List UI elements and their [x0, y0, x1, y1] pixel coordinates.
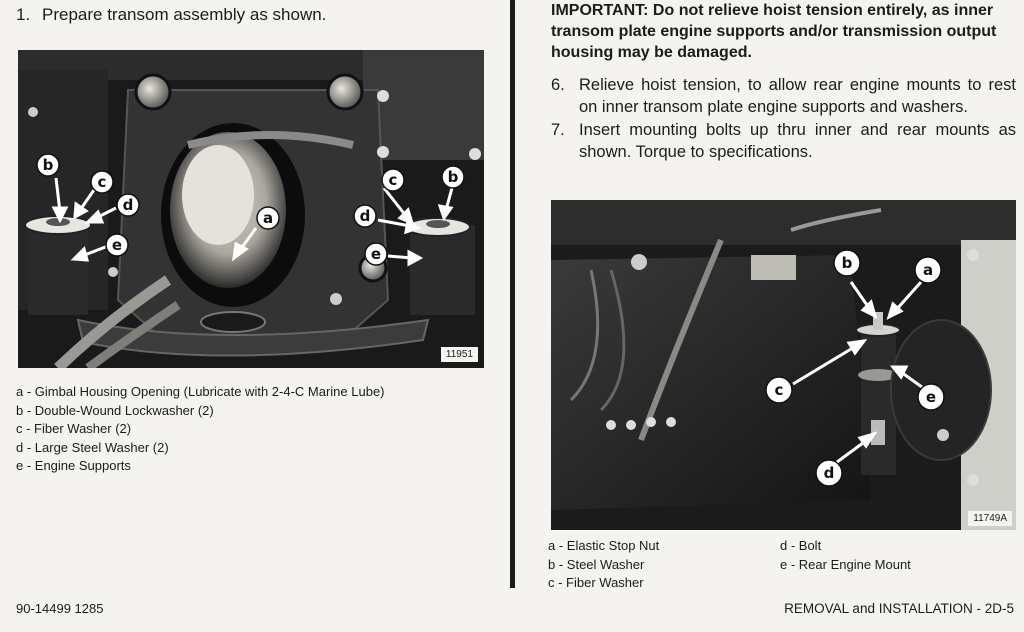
- callout-c: c: [97, 173, 107, 191]
- right-figure-legend-col2: [780, 537, 911, 574]
- callout-a: a: [922, 261, 934, 279]
- legend-item: a - Elastic Stop Nut: [548, 538, 660, 553]
- rear-mount-illustration: [551, 200, 1016, 530]
- callout-c-right: c: [388, 171, 398, 189]
- callout-d: d: [122, 196, 134, 214]
- figure-number: 11951: [441, 347, 478, 362]
- legend-item: b - Steel Washer: [548, 556, 645, 572]
- step-6: [551, 75, 1016, 118]
- step-number: 6.: [551, 76, 565, 94]
- callout-c: c: [774, 381, 784, 399]
- legend-item: c - Fiber Washer (2): [16, 421, 132, 436]
- step-1: [16, 5, 326, 25]
- callout-d-right: d: [359, 207, 371, 225]
- callout-d: d: [823, 464, 835, 482]
- legend-item: c - Fiber Washer: [548, 575, 644, 590]
- figure-number: 11749A: [968, 511, 1012, 526]
- transom-assembly-illustration: [18, 50, 484, 368]
- legend-item: d - Bolt: [780, 538, 822, 553]
- step-text: Relieve hoist tension, to allow rear engine mounts to rest on inner transom plate engine supports and washers.: [579, 76, 1016, 116]
- step-number: 1.: [16, 5, 31, 24]
- legend-item: d - Large Steel Washer (2): [16, 439, 169, 455]
- callout-e-right: e: [370, 245, 382, 263]
- legend-item: e - Engine Supports: [16, 458, 131, 473]
- step-7: [551, 120, 1016, 163]
- left-figure-legend: [16, 383, 385, 476]
- document-number: 90-14499 1285: [16, 601, 104, 616]
- callout-b-right: b: [447, 168, 459, 186]
- important-note: IMPORTANT: Do not relieve hoist tension entirely, as inner transom plate engine supports and/or transmission output housing may be damaged.: [551, 2, 997, 61]
- callout-b: b: [841, 254, 853, 272]
- step-number: 7.: [551, 121, 565, 139]
- column-divider: [510, 0, 515, 588]
- step-text: Insert mounting bolts up thru inner and rear mounts as shown. Torque to specifications.: [579, 121, 1016, 161]
- transom-assembly-photo: [18, 50, 484, 368]
- legend-item: e - Rear Engine Mount: [780, 556, 911, 572]
- page-footer-title: REMOVAL and INSTALLATION - 2D-5: [784, 601, 1014, 616]
- rear-mount-photo: [551, 200, 1016, 530]
- callout-e: e: [111, 236, 123, 254]
- step-text: Prepare transom assembly as shown.: [42, 5, 327, 24]
- right-figure-legend-col1: [548, 537, 659, 593]
- legend-item: b - Double-Wound Lockwasher (2): [16, 402, 214, 418]
- legend-item: a - Gimbal Housing Opening (Lubricate with 2-4-C Marine Lube): [16, 384, 385, 399]
- callout-a: a: [262, 209, 274, 227]
- callout-e: e: [925, 388, 937, 406]
- step-list: [551, 75, 1016, 165]
- callout-b: b: [42, 156, 54, 174]
